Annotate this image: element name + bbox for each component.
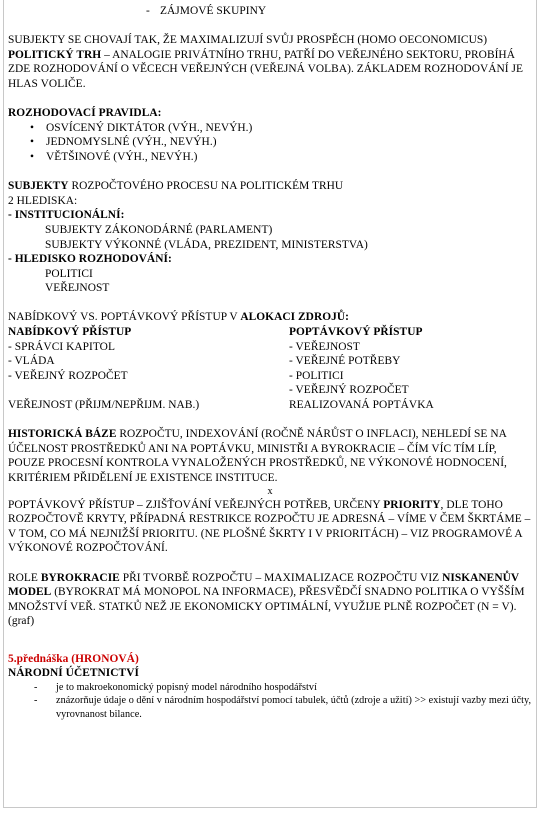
paragraph-text: POPTÁVKOVÝ PŘÍSTUP – ZJIŠŤOVÁNÍ VEŘEJNÝCH POTŘEB, URČENY: [8, 498, 384, 511]
subheading: - INSTITUCIONÁLNÍ:: [8, 209, 125, 222]
indented-line: POLITICI: [45, 267, 93, 280]
column-item: - VEŘEJNÝ ROZPOČET: [8, 369, 128, 382]
column-item: - VEŘEJNÉ POTŘEBY: [289, 355, 401, 368]
dash-list-item: [8, 681, 532, 695]
paragraph: [8, 571, 532, 629]
paragraph: [8, 427, 532, 485]
text-line: 2 HLEDISKA:: [8, 194, 78, 207]
bullet-text: VĚTŠINOVÉ (VÝH., NEVÝH.): [46, 150, 198, 163]
indented-line: SUBJEKTY ZÁKONODÁRNÉ (PARLAMENT): [45, 223, 273, 236]
paragraph: SUBJEKTY SE CHOVAJÍ TAK, ŽE MAXIMALIZUJÍ SVŮJ PROSPĚCH (HOMO OECONOMICUS): [8, 34, 488, 47]
bullet-marker: •: [30, 136, 35, 149]
two-column-table: [8, 325, 532, 413]
dash-list-item: [8, 694, 532, 721]
document-page: [3, 0, 537, 808]
column-demand: [289, 325, 434, 413]
paragraph: [8, 310, 532, 325]
bullet-marker: •: [30, 121, 35, 134]
paragraph-text: ROZPOČTOVÉHO PROCESU NA POLITICKÉM TRHU: [68, 180, 344, 193]
bullet-text: OSVÍCENÝ DIKTÁTOR (VÝH., NEVÝH.): [46, 121, 253, 134]
bold-term: SUBJEKTY: [8, 180, 69, 193]
column-item: - POLITICI: [289, 369, 344, 382]
list-item-text: je to makroekonomický popisný model národního hospodářství: [56, 681, 317, 693]
lecture-title: 5.přednáška (HRONOVÁ): [8, 652, 139, 665]
bullet-text: JEDNOMYSLNÉ (VÝH., NEVÝH.): [46, 136, 217, 149]
paragraph-text: (BYROKRAT MÁ MONOPOL NA INFORMACE), PŘESVĚDČÍ SNADNO POLITIKA O VYŠŠÍM MNOŽSTVÍ VEŘ. STATKŮ NEŽ JE EKONOMICKY OPTIMÁLNÍ, VYUŽIJE PLNĚ ROZPOČET (N = V). (graf): [8, 586, 525, 628]
subheading: - HLEDISKO ROZHODOVÁNÍ:: [8, 253, 172, 266]
bold-term: POLITICKÝ TRH: [8, 48, 102, 61]
column-supply: [8, 325, 289, 413]
paragraph-text: ROLE: [8, 571, 41, 584]
column-heading: POPTÁVKOVÝ PŘÍSTUP: [289, 326, 423, 339]
bullet-item: [8, 121, 532, 136]
bold-term: BYROKRACIE: [40, 571, 120, 584]
bold-term: NISKANENŮV MODEL: [8, 571, 519, 599]
dash-marker: -: [34, 695, 38, 707]
column-item: - SPRÁVCI KAPITOL: [8, 340, 115, 353]
column-item: REALIZOVANÁ POPTÁVKA: [289, 399, 434, 412]
column-item: - VEŘEJNÝ ROZPOČET: [289, 384, 409, 397]
list-item-text: ZÁJMOVÉ SKUPINY: [160, 5, 267, 17]
list-item-text: znázorňuje údaje o dění v národním hospodářství pomocí tabulek, účtů (zdroje a užití) >> existují vazby mezi účty, vyrovnanost bilance.: [56, 695, 532, 720]
paragraph-text: , DLE TOHO ROZPOČTOVĚ KRYTY, PŘÍPADNÁ RESTRIKCE ROZPOČTU JE ADRESNÁ – VÍME V ČEM ŠKRTÁME – V TOM, CO MÁ NEJNIŽŠÍ PRIORITU. (NE PLOŠNÉ ŠKRTY I V PRIORITÁCH) – VIZ PROGRAMOVÉ A VÝKONOVÉ ROZPOČTOVÁNÍ.: [8, 498, 531, 555]
paragraph: [8, 179, 532, 194]
column-item: VEŘEJNOST (PŘIJM/NEPŘIJM. NAB.): [8, 399, 200, 412]
column-item: - VEŘEJNOST: [289, 340, 360, 353]
bullet-item: [8, 150, 532, 165]
list-item: [8, 4, 532, 19]
paragraph-text: ROZPOČTU, INDEXOVÁNÍ (ROČNĚ NÁRŮST O INFLACI), NEHLEDÍ SE NA ÚČELNOST PROSTŘEDKŮ ANI NA POPTÁVKU, MINISTŘI A BYROKRACIE – ČÍM VÍC TÍM LÍP, POUZE PROCESNÍ KONTROLA VYNALOŽENÝCH PROSTŘEDKŮ, NE VÝKONOVÉ HODNOCENÍ, KRITÉRIEM PŘIDĚLENÍ JE EXISTENCE INSTITUCE.: [8, 428, 507, 484]
bold-term: HISTORICKÁ BÁZE: [8, 428, 117, 441]
indented-line: VEŘEJNOST: [45, 282, 110, 295]
dash-marker: -: [34, 681, 38, 693]
column-item: - VLÁDA: [8, 355, 55, 368]
dash-marker: -: [146, 5, 150, 17]
bullet-item: [8, 135, 532, 150]
bold-term: PRIORITY: [383, 498, 441, 511]
x-mark: x: [267, 485, 273, 497]
paragraph-text: PŘI TVORBĚ ROZPOČTU – MAXIMALIZACE ROZPOČTU VIZ: [119, 571, 443, 584]
paragraph-text: NABÍDKOVÝ VS. POPTÁVKOVÝ PŘÍSTUP V: [8, 311, 241, 324]
paragraph: [8, 48, 532, 92]
column-heading: NABÍDKOVÝ PŘÍSTUP: [8, 326, 132, 339]
paragraph: [8, 498, 532, 556]
section-heading: NÁRODNÍ ÚČETNICTVÍ: [8, 667, 139, 680]
bold-term: ALOKACI ZDROJŮ:: [240, 311, 349, 324]
section-heading: ROZHODOVACÍ PRAVIDLA:: [8, 107, 162, 120]
column-item: [8, 383, 289, 398]
indented-line: SUBJEKTY VÝKONNÉ (VLÁDA, PREZIDENT, MINISTERSTVA): [45, 238, 368, 251]
paragraph-text: – ANALOGIE PRIVÁTNÍHO TRHU, PATŘÍ DO VEŘEJNÉHO SEKTORU, PROBÍHÁ ZDE ROZHODOVÁNÍ O VĚCECH VEŘEJNÝCH (VEŘEJNÁ VOLBA). ZÁKLADEM ROZHODOVÁNÍ JE HLAS VOLIČE.: [8, 48, 524, 90]
bullet-marker: •: [30, 150, 35, 163]
